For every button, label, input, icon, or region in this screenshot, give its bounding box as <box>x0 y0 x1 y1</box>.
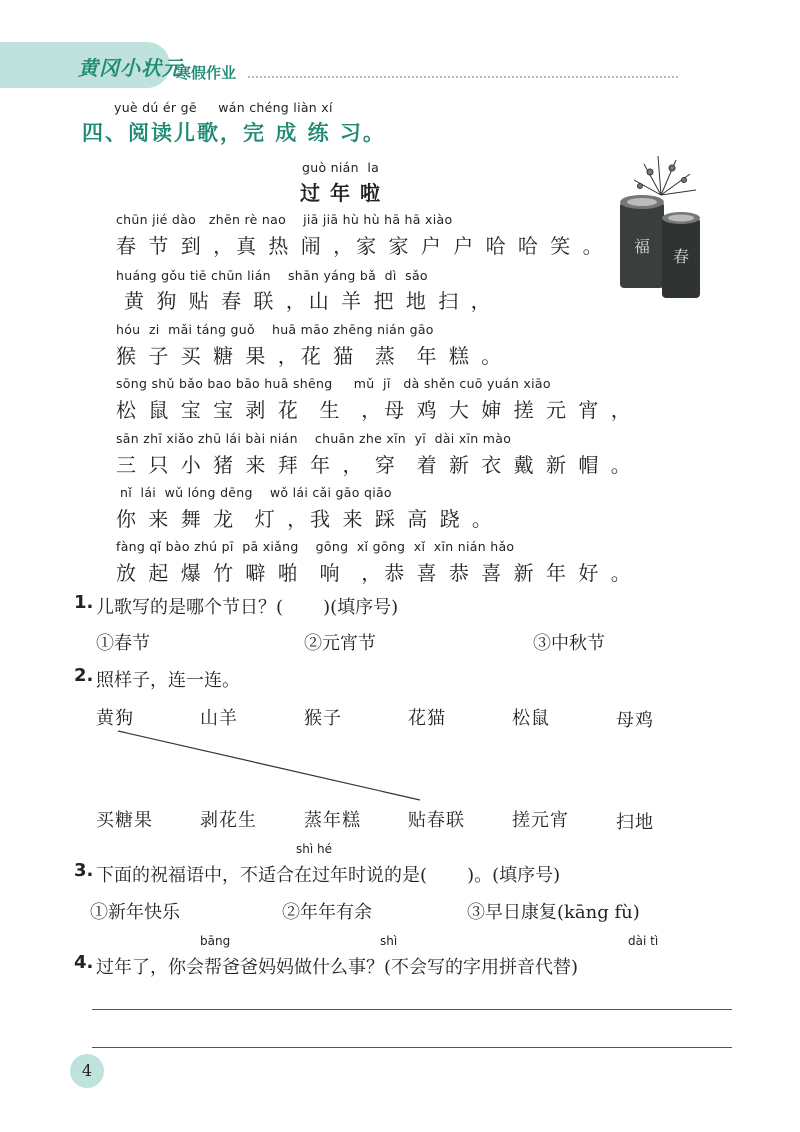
section-title-pinyin: yuè dú ér gē wán chéng liàn xí <box>114 100 333 115</box>
poem-line-1-pinyin: chūn jié dào zhēn rè nao jiā jiā hù hù hā hā xiào <box>116 212 453 227</box>
q2-top-word-6[interactable]: 母鸡 <box>616 710 654 731</box>
page-number: 4 <box>70 1054 104 1088</box>
poem-line-2-pinyin: huáng gǒu tiē chūn lián shān yáng bǎ dì sǎo <box>116 268 428 283</box>
q4-pinyin-shi: shì <box>380 934 398 948</box>
poem-title: 过年啦 <box>300 181 390 205</box>
poem-line-2: 黄 狗 贴 春 联 ，山 羊 把 地 扫 ， <box>124 289 494 313</box>
q4-pinyin-daiti: dài tì <box>628 934 659 948</box>
q2-text: 照样子，连一连。 <box>96 670 240 691</box>
q3-pinyin-shihe: shì hé <box>296 842 332 856</box>
q2-bottom-word-1[interactable]: 买糖果 <box>96 810 153 831</box>
q2-top-word-5[interactable]: 松鼠 <box>512 708 550 729</box>
poem-line-4: 松 鼠 宝 宝 剥 花 生 ，母 鸡 大 婶 搓 元 宵 ， <box>116 398 634 422</box>
poem-line-3-pinyin: hóu zi mǎi táng guǒ huā māo zhēng nián gāo <box>116 322 434 337</box>
poem-line-1: 春 节 到 ，真 热 闹 ，家 家 户 户 哈 哈 笑 。 <box>116 234 606 258</box>
poem-line-6: 你 来 舞 龙 灯 ，我 来 踩 高 跷 。 <box>116 507 495 531</box>
q2-bottom-word-5[interactable]: 搓元宵 <box>512 810 569 831</box>
q3-number: 3. <box>74 860 94 881</box>
q1-option-1[interactable]: ①春节 <box>96 633 150 654</box>
poem-line-7-pinyin: fàng qǐ bào zhú pī pā xiǎng gōng xǐ gōng xǐ xīn nián hǎo <box>116 539 515 554</box>
brand-logo-text: 黄冈小状元 <box>78 56 183 80</box>
poem-line-5-pinyin: sān zhī xiǎo zhū lái bài nián chuān zhe xīn yī dài xīn mào <box>116 431 512 446</box>
poem-line-7: 放 起 爆 竹 噼 啪 响 ，恭 喜 恭 喜 新 年 好 。 <box>116 561 634 585</box>
q2-bottom-word-3[interactable]: 蒸年糕 <box>304 810 361 831</box>
q4-pinyin-bang: bāng <box>200 934 231 948</box>
poem-line-6-pinyin: nǐ lái wǔ lóng dēng wǒ lái cǎi gāo qiāo <box>120 485 392 500</box>
section-title: 四、阅读儿歌，完 成 练 习。 <box>82 121 386 145</box>
q2-top-word-3[interactable]: 猴子 <box>304 708 342 729</box>
q3-option-2[interactable]: ②年年有余 <box>282 902 372 923</box>
q3-text: 下面的祝福语中，不适合在过年时说的是( )。(填序号) <box>96 865 561 886</box>
q4-answer-line-2[interactable] <box>92 1047 732 1048</box>
q2-number: 2. <box>74 665 94 686</box>
q2-bottom-word-6[interactable]: 扫地 <box>616 812 654 833</box>
q4-answer-line-1[interactable] <box>92 1009 732 1010</box>
q4-text: 过年了，你会帮爸爸妈妈做什么事？(不会写的字用拼音代替) <box>96 957 579 978</box>
q2-top-word-2[interactable]: 山羊 <box>200 708 238 729</box>
q1-number: 1. <box>74 592 94 613</box>
poem-line-3: 猴 子 买 糖 果 ，花 猫 蒸 年 糕 。 <box>116 344 505 368</box>
poem-line-5: 三 只 小 猪 来 拜 年 ， 穿 着 新 衣 戴 新 帽 。 <box>116 453 634 477</box>
q1-option-3[interactable]: ③中秋节 <box>533 633 605 654</box>
poem-line-4-pinyin: sōng shǔ bǎo bao bāo huā shēng mǔ jī dà shěn cuō yuán xiāo <box>116 376 551 391</box>
q2-top-word-1[interactable]: 黄狗 <box>96 708 134 729</box>
header-subtitle: 寒假作业 <box>176 64 237 82</box>
q1-option-2[interactable]: ②元宵节 <box>304 633 376 654</box>
q2-bottom-word-2[interactable]: 剥花生 <box>200 810 257 831</box>
q1-text: 儿歌写的是哪个节日？( )(填序号) <box>96 597 399 618</box>
firecracker-right-label: 春 <box>672 247 690 266</box>
firecracker-left-label: 福 <box>633 237 651 256</box>
q2-bottom-word-4[interactable]: 贴春联 <box>408 810 465 831</box>
q2-top-word-4[interactable]: 花猫 <box>408 708 446 729</box>
q3-option-1[interactable]: ①新年快乐 <box>90 902 180 923</box>
q4-number: 4. <box>74 952 94 973</box>
q3-option-3[interactable]: ③早日康复(kāng fù) <box>467 902 640 923</box>
poem-title-pinyin: guò nián la <box>302 160 380 175</box>
